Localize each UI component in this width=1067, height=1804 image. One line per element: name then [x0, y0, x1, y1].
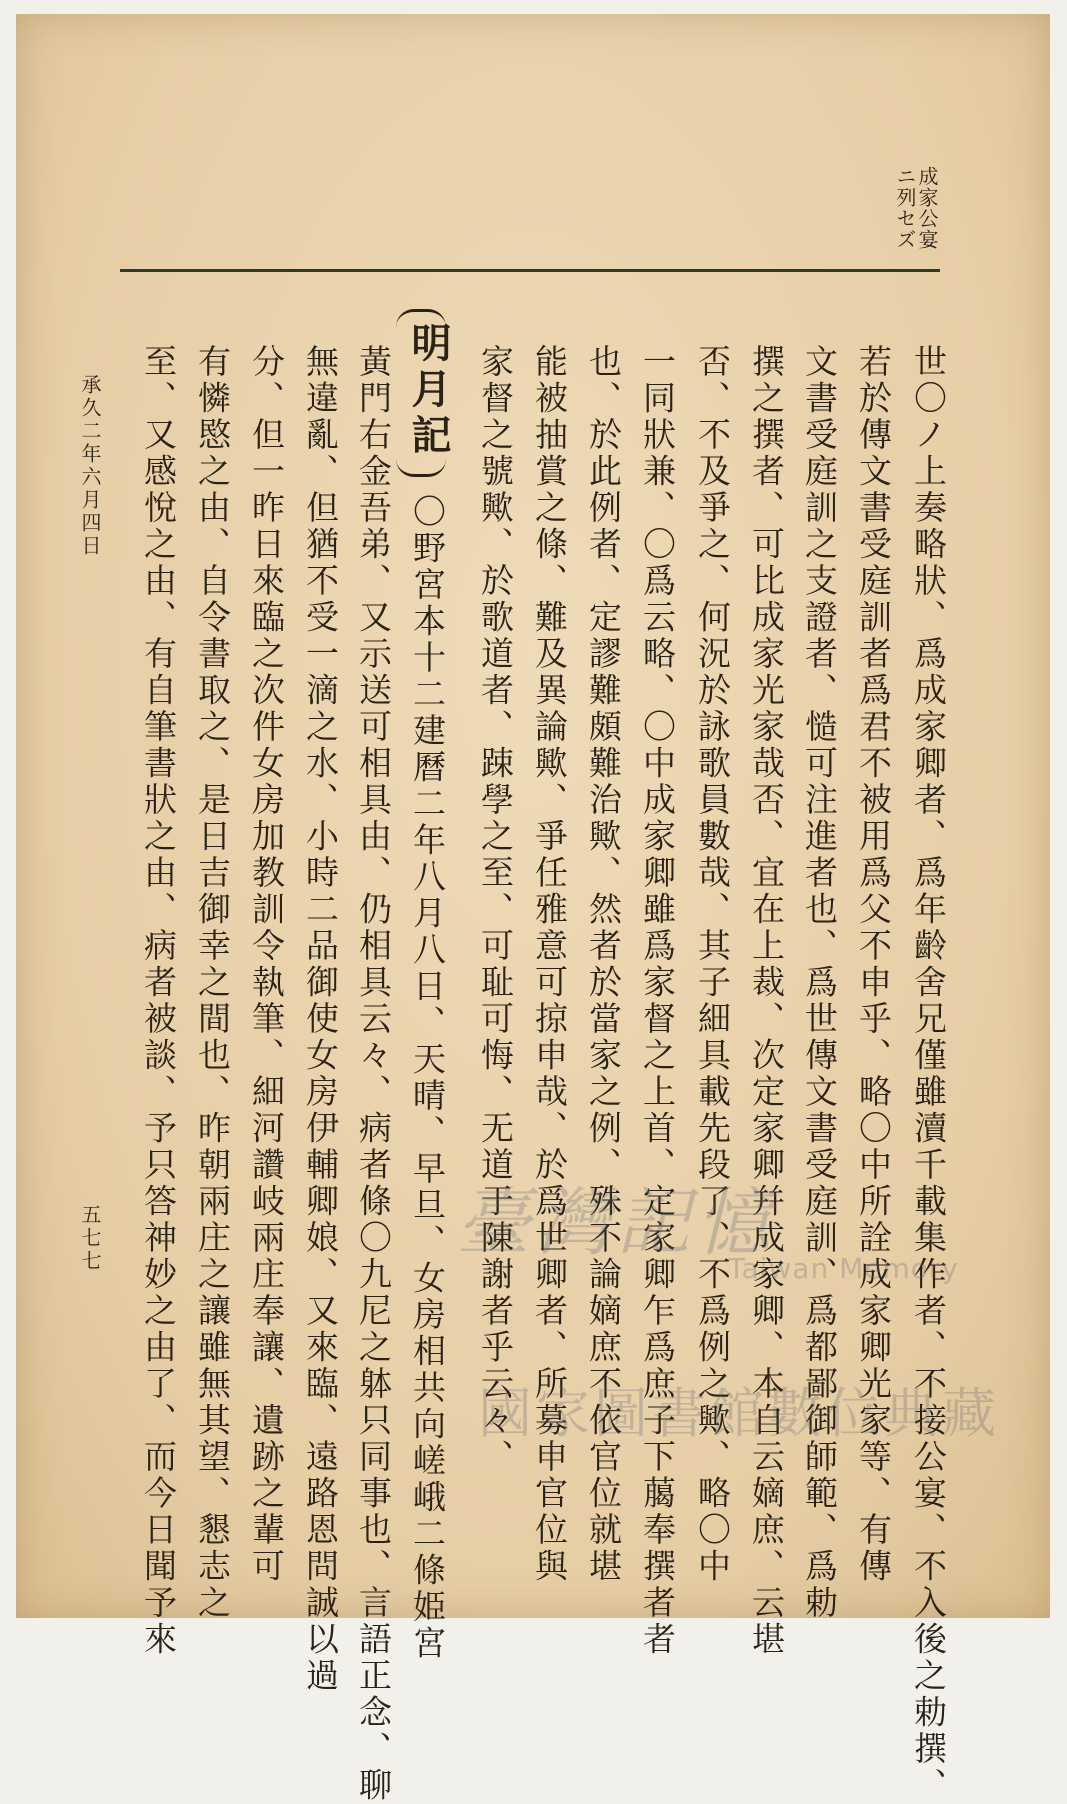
date-line: 承久二年六月四日 [78, 374, 102, 558]
marginal-heading-line1: 成家公宴 [915, 166, 939, 250]
text-column-1: 世〇ノ上奏略狀、爲成家卿者、爲年齡舍兄僅雖瀆千載集作者、不接公宴、不入後之勅撰、 [909, 344, 948, 1804]
header-rule [120, 269, 940, 272]
watermark-taiwan-memory-english: Taiwan Memory [728, 1252, 959, 1285]
text-column-6: 一同狀兼、〇爲云略、〇中成家卿雖爲家督之上首、定家卿乍爲庶子下﨟奉撰者者 [638, 344, 677, 1658]
text-column-14: 有憐愍之由、自令書取之、是日吉御幸之間也、昨朝兩庄之讓雖無其望、懇志之 [193, 344, 232, 1622]
text-column-4: 撰之撰者、可比成家光家哉否、宜在上裁、次定家卿幷成家卿、本自云嫡庶、云堪 [747, 344, 786, 1658]
text-column-13: 分、但一昨日來臨之次件女房加教訓令執筆、細河讚岐兩庄奉讓、遺跡之輩可 [247, 344, 286, 1585]
text-column-8: 能被抽賞之條、難及異論歟、爭任雅意可掠申哉、於爲世卿者、所募申官位與 [530, 344, 569, 1585]
text-column-15: 至、又感悅之由、有自筆書狀之由、病者被談、予只答神妙之由了、而今日聞予來 [139, 344, 178, 1658]
text-column-11: 黃門右金吾弟、又示送可相具由、仍相具云々、病者條〇九尼之躰只同事也、言語正念、聊 [354, 344, 393, 1804]
text-column-2: 若於傳文書受庭訓者爲君不被用爲父不申乎、略〇中所詮成家卿光家等、有傳 [854, 344, 893, 1585]
section-title: 明月記 [405, 322, 452, 460]
text-column-10: 〇野宮本十二建曆二年八月八日、天晴、早旦、女房相共向嵯峨二條姫宮 [408, 494, 447, 1662]
watermark-taiwan-memory-chinese: 臺灣記憶 [456, 1180, 776, 1266]
page-number: 五七七 [78, 1204, 102, 1273]
watermark-national-library: 國家圖書館數位典藏 [478, 1382, 1000, 1445]
text-column-5: 否、不及爭之、何況於詠歌員數哉、其子細具載先段了、不爲例之歟、略〇中 [693, 344, 732, 1585]
marginal-heading-line2: ニ列セズ [893, 166, 917, 250]
text-column-12: 無違亂、但猶不受一滴之水、小時二品御使女房伊輔卿娘、又來臨、遠路恩問誠以過 [301, 344, 340, 1695]
text-column-9: 家督之號歟、於歌道者、踈學之至、可耻可悔、无道于陳謝者乎云々、 [476, 344, 515, 1476]
text-column-7: 也、於此例者、定謬難頗難治歟、然者於當家之例、殊不論嫡庶不依官位就堪 [584, 344, 623, 1585]
text-column-3: 文書受庭訓之支證者、慥可注進者也、爲世傳文書受庭訓、爲都鄙御師範、爲勅 [800, 344, 839, 1622]
book-page [16, 14, 1050, 1804]
